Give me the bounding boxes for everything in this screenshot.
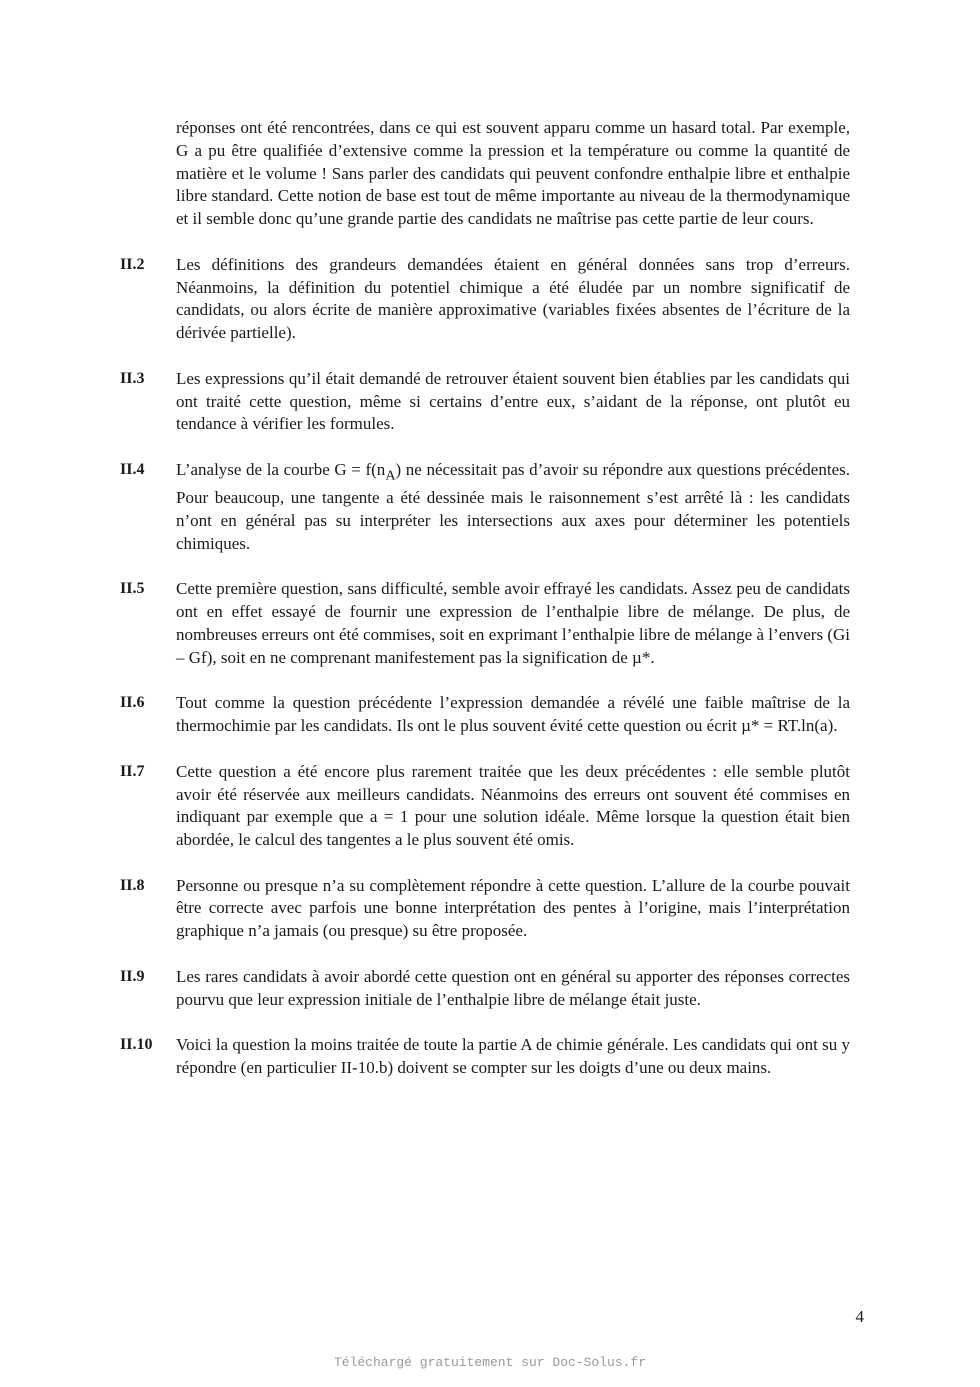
section-text: Les expressions qu’il était demandé de retrouver étaient souvent bien établies par les candidats qui ont traité cette question, même si certains d’entre eux, s’aidant de la réponse, ont plutôt eu tendance à vérifier les formules. — [176, 368, 850, 434]
section-text: Les définitions des grandeurs demandées étaient en général données sans trop d’erreurs. Néanmoins, la définition du potentiel chimique a été éludée par un nombre significatif de candidats, ou alors écrite de manière approximative (variables fixées absentes de l’écriture de la dérivée partielle). — [176, 254, 850, 343]
section-ii-10 — [120, 1034, 850, 1080]
intro-paragraph: réponses ont été rencontrées, dans ce qui est souvent apparu comme un hasard total. Par exemple, G a pu être qualifiée d’extensive comme la pression et la température ou comme la quantité de matière et le volume ! Sans parler des candidats qui peuvent confondre enthalpie libre et enthalpie libre standard. Cette notion de base est tout de même importante au niveau de la thermodynamique et il semble donc qu’une grande partie des candidats ne maîtrise pas cette partie de leur cours. — [176, 118, 850, 229]
download-footer: Téléchargé gratuitement sur Doc-Solus.fr — [333, 1355, 647, 1370]
page-number: 4 — [855, 1307, 864, 1326]
section-text: Cette première question, sans difficulté, semble avoir effrayé les candidats. Assez peu de candidats ont en effet essayé de fournir une expression de l’enthalpie libre de mélange. De plus, de nombreuses erreurs ont été commises, soit en exprimant l’enthalpie libre de mélange à l’envers (Gi – Gf), soit en ne comprenant manifestement pas la signification de µ*. — [176, 579, 850, 667]
section-ii-5 — [120, 578, 850, 669]
section-ii-7 — [120, 761, 850, 852]
section-text: Voici la question la moins traitée de toute la partie A de chimie générale. Les candidats qui ont su y répondre (en particulier II-10.b) doivent se compter sur les doigts d’une ou deux mains. — [176, 1035, 850, 1078]
section-label: II.2 — [120, 255, 145, 273]
section-text: Les rares candidats à avoir abordé cette question ont en général su apporter des réponses correctes pourvu que leur expression initiale de l’enthalpie libre de mélange était juste. — [176, 966, 850, 1009]
section-text — [176, 459, 850, 556]
section-ii-4 — [120, 459, 850, 556]
section-ii-8 — [120, 875, 850, 943]
section-label: II.4 — [120, 460, 145, 478]
section-label: II.9 — [120, 967, 145, 985]
section-text-after: ) ne nécessitait pas d’avoir su répondre aux questions précédentes. Pour beaucoup, une tangente a été dessinée mais le raisonnement s’est arrêté là : les candidats n’ont en général pas su interpréter les intersections aux axes pour déterminer les potentiels chimiques. — [176, 459, 850, 553]
section-text: Personne ou presque n’a su complètement répondre à cette question. L’allure de la courbe pouvait être correcte avec parfois une bonne interprétation des pentes à l’origine, mais l’interprétation graphique n’a jamais (ou presque) su être proposée. — [176, 875, 850, 941]
section-ii-3 — [120, 368, 850, 436]
section-text: Tout comme la question précédente l’expression demandée a révélé une faible maîtrise de la thermochimie par les candidats. Ils ont le plus souvent évité cette question ou écrit µ* = RT.ln(a). — [176, 693, 850, 736]
section-label: II.5 — [120, 580, 145, 598]
section-label: II.6 — [120, 694, 145, 712]
page-content — [120, 117, 850, 1080]
section-ii-2 — [120, 254, 850, 345]
section-label: II.3 — [120, 369, 145, 387]
section-ii-6 — [120, 692, 850, 738]
section-label: II.8 — [120, 876, 145, 894]
subscript-a: A — [385, 467, 396, 484]
section-text-before: L’analyse de la courbe G = f(n — [176, 459, 386, 479]
section-label: II.7 — [120, 762, 145, 780]
section-ii-9 — [120, 966, 850, 1012]
section-text: Cette question a été encore plus rarement traitée que les deux précédentes : elle semble plutôt avoir été réservée aux meilleurs candidats. Néanmoins des erreurs ont souvent été commises en indiquant par exemple que a = 1 pour une solution idéale. Même lorsque la question était bien abordée, le calcul des tangentes a le plus souvent été omis. — [176, 761, 850, 850]
section-label: II.10 — [120, 1036, 153, 1054]
